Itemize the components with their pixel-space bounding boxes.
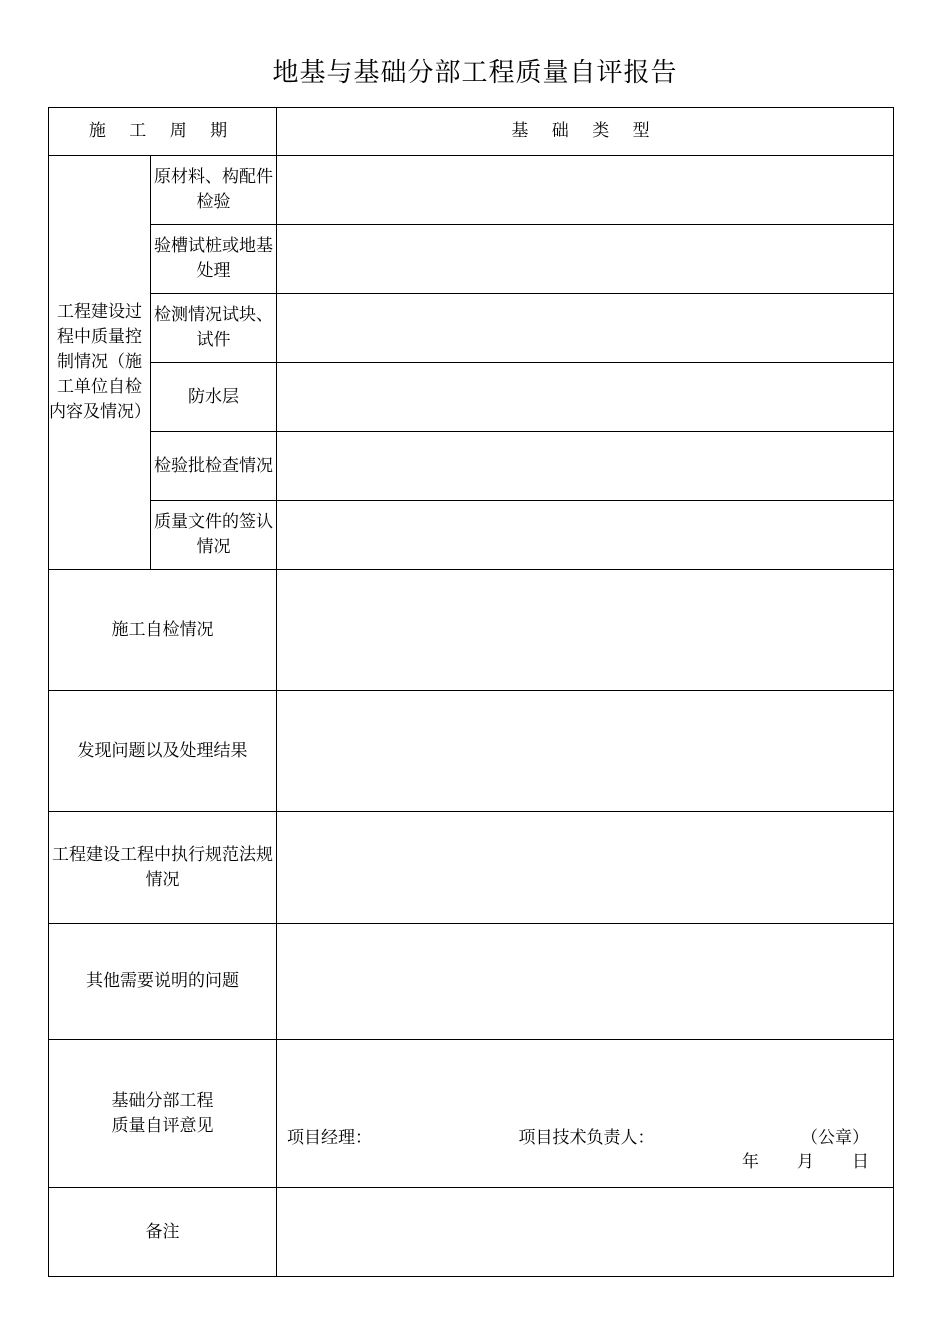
process-item-label: 检验批检查情况 (151, 432, 277, 501)
seal-label: （公章） (801, 1128, 869, 1148)
process-item-label: 防水层 (151, 363, 277, 432)
process-item-row (49, 363, 894, 432)
remarks-label: 备注 (49, 1188, 277, 1277)
self-assessment-form (48, 107, 894, 1277)
regulations-field[interactable] (277, 812, 894, 924)
remarks-field[interactable] (277, 1188, 894, 1277)
self-check-label: 施工自检情况 (49, 570, 277, 691)
opinion-label-line2: 质量自评意见 (111, 1115, 214, 1136)
process-item-row (49, 156, 894, 225)
project-manager-label: 项目经理： (287, 1128, 372, 1148)
regulations-label: 工程建设工程中执行规范法规情况 (49, 812, 277, 924)
process-item-row (49, 501, 894, 570)
process-item-row (49, 294, 894, 363)
process-item-label: 原材料、构配件检验 (151, 156, 277, 225)
self-check-field[interactable] (277, 570, 894, 691)
foundation-type-label: 基 础 类 型 (277, 108, 894, 156)
process-control-group-label: 工程建设过程中质量控制情况（施工单位自检内容及情况） (49, 156, 151, 570)
problems-row (49, 691, 894, 812)
process-item-value-field[interactable] (277, 363, 894, 432)
assessment-opinion-label (49, 1040, 277, 1188)
self-check-row (49, 570, 894, 691)
process-item-label: 验槽试桩或地基处理 (151, 225, 277, 294)
year-label: 年 (742, 1152, 759, 1172)
other-issues-label: 其他需要说明的问题 (49, 924, 277, 1040)
opinion-label-line1: 基础分部工程 (111, 1090, 214, 1111)
process-item-value-field[interactable] (277, 432, 894, 501)
regulations-row (49, 812, 894, 924)
problems-field[interactable] (277, 691, 894, 812)
process-item-label: 质量文件的签认情况 (151, 501, 277, 570)
process-item-label: 检测情况试块、试件 (151, 294, 277, 363)
process-item-value-field[interactable] (277, 225, 894, 294)
process-item-row (49, 225, 894, 294)
other-issues-row (49, 924, 894, 1040)
signature-line (287, 1126, 869, 1151)
other-issues-field[interactable] (277, 924, 894, 1040)
report-title: 地基与基础分部工程质量自评报告 (272, 58, 678, 88)
assessment-opinion-field[interactable] (277, 1040, 894, 1188)
remarks-row (49, 1188, 894, 1277)
assessment-opinion-row (49, 1040, 894, 1188)
signature-date (704, 1150, 869, 1175)
process-item-value-field[interactable] (277, 156, 894, 225)
process-item-row (49, 432, 894, 501)
construction-period-label: 施 工 周 期 (49, 108, 277, 156)
month-label: 月 (797, 1152, 814, 1172)
problems-label: 发现问题以及处理结果 (49, 691, 277, 812)
process-item-value-field[interactable] (277, 501, 894, 570)
header-row (49, 108, 894, 156)
process-item-value-field[interactable] (277, 294, 894, 363)
technical-lead-label: 项目技术负责人： (518, 1128, 655, 1148)
day-label: 日 (852, 1152, 869, 1172)
